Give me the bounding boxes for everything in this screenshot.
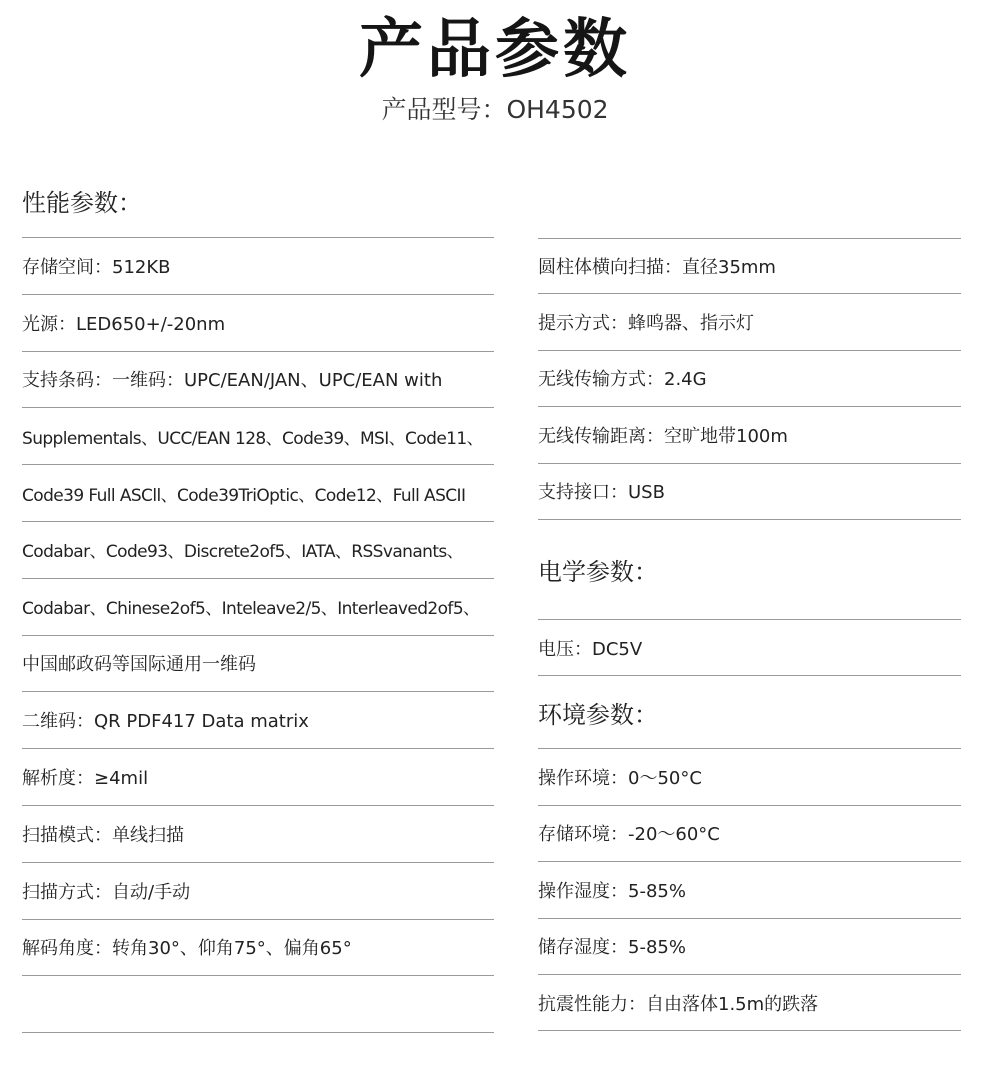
model-number: 产品型号：OH4502 — [381, 95, 609, 124]
spec-row-wireless-mode: 无线传输方式：2.4G — [538, 351, 961, 407]
spec-row-scan-mode: 扫描模式：单线扫描 — [22, 806, 494, 863]
spec-row-interface: 支持接口：USB — [538, 464, 961, 520]
spec-row-storage-temp: 存储环境：-20～60°C — [538, 806, 961, 862]
spec-row-storage: 存储空间：512KB — [22, 238, 494, 295]
electrical-heading: 电学参数： — [538, 520, 961, 620]
spec-row-operating-temp: 操作环境：0～50°C — [538, 749, 961, 805]
spec-row-barcodes-cont-1: Supplementals、UCC/EAN 128、Code39、MSI、Code11、 — [22, 408, 494, 465]
spec-row-decode-angle: 解码角度：转角30°、仰角75°、偏角65° — [22, 920, 494, 977]
spec-row-storage-humidity: 储存湿度：5-85% — [538, 919, 961, 975]
spec-row-scan-method: 扫描方式：自动/手动 — [22, 863, 494, 920]
performance-heading: 性能参数： — [22, 180, 494, 238]
environment-heading: 环境参数： — [538, 676, 961, 749]
spec-row-light-source: 光源：LED650+/-20nm — [22, 295, 494, 352]
spec-row-barcodes-cont-2: Code39 Full ASCll、Code39TriOptic、Code12、Full ASCII — [22, 465, 494, 522]
spec-row-shock-resistance: 抗震性能力：自由落体1.5m的跌落 — [538, 975, 961, 1031]
spec-row-operating-humidity: 操作湿度：5-85% — [538, 862, 961, 918]
spec-row-cylinder-scan: 圆柱体横向扫描：直径35mm — [538, 238, 961, 294]
spec-row-barcodes-cont-3: Codabar、Code93、Discrete2of5、IATA、RSSvanants、 — [22, 522, 494, 579]
page-title: 产品参数 — [359, 13, 631, 87]
spec-row-barcodes-2d: 二维码：QR PDF417 Data matrix — [22, 692, 494, 749]
spec-row-barcodes-cont-5: 中国邮政码等国际通用一维码 — [22, 636, 494, 693]
spec-row-resolution: 解析度：≥4mil — [22, 749, 494, 806]
spec-row-barcodes-cont-4: Codabar、Chinese2of5、Inteleave2/5、Interleaved2of5、 — [22, 579, 494, 636]
spec-row-wireless-range: 无线传输距离：空旷地带100m — [538, 407, 961, 463]
right-specs-section — [538, 238, 961, 1031]
spec-row-barcodes-1d: 支持条码：一维码：UPC/EAN/JAN、UPC/EAN with — [22, 352, 494, 409]
spec-row-voltage: 电压：DC5V — [538, 620, 961, 676]
spec-row-empty — [22, 976, 494, 1033]
performance-section — [22, 180, 494, 1033]
spec-row-indicator: 提示方式：蜂鸣器、指示灯 — [538, 294, 961, 350]
